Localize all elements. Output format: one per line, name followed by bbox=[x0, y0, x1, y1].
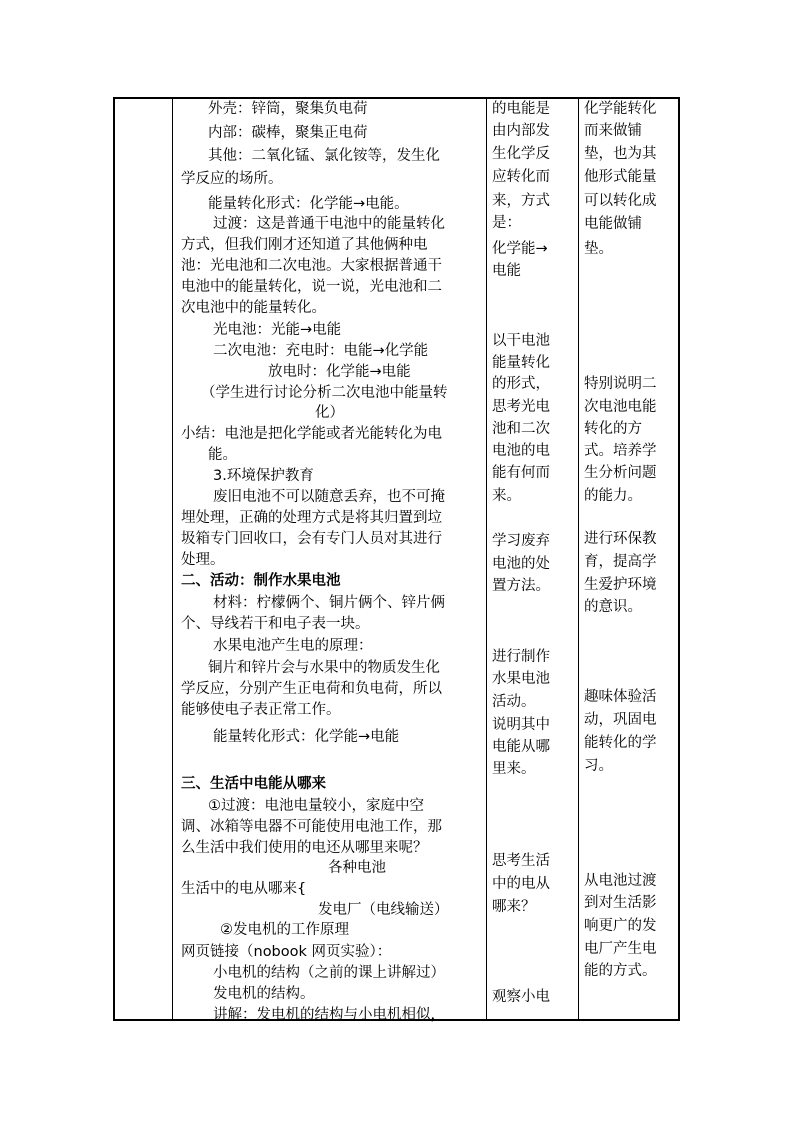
main-line: 水果电池产生电的原理： bbox=[213, 638, 373, 654]
column-divider-2 bbox=[486, 99, 487, 1019]
column-divider-1 bbox=[172, 99, 173, 1019]
main-line: 过渡：这是普通干电池中的能量转化 bbox=[213, 216, 445, 232]
main-line: 外壳：锌筒，聚集负电荷 bbox=[208, 101, 368, 117]
intent-line: 生爱护环境 bbox=[584, 577, 657, 593]
main-line: ②发电机的工作原理 bbox=[220, 922, 349, 938]
student-line: 生化学反 bbox=[492, 146, 550, 162]
main-line: 发电厂（电线输送） bbox=[318, 902, 449, 918]
lesson-table bbox=[113, 97, 680, 1021]
intent-line: 垫，也为其 bbox=[584, 146, 657, 162]
student-line: 以干电池 bbox=[492, 333, 550, 349]
intent-line: 从电池过渡 bbox=[584, 873, 657, 889]
main-line: 小电机的结构（之前的课上讲解过） bbox=[213, 965, 445, 981]
main-line: 么生活中我们使用的电还从哪里来呢？ bbox=[181, 840, 428, 856]
main-line: 能够使电子表正常工作。 bbox=[181, 702, 341, 718]
student-line: 活动。 bbox=[492, 694, 536, 710]
main-line: 3.环境保护教育 bbox=[213, 468, 314, 484]
student-line: 观察小电 bbox=[492, 989, 550, 1005]
main-line: 调、冰箱等电器不可能使用电池工作，那 bbox=[181, 819, 442, 835]
student-line: 进行制作 bbox=[492, 649, 550, 665]
intent-line: 的意识。 bbox=[584, 599, 642, 615]
main-line: 埋处理，正确的处理方式是将其归置到垃 bbox=[181, 510, 442, 526]
student-line: 池和二次 bbox=[492, 421, 550, 437]
main-line: 学反应的场所。 bbox=[181, 171, 283, 187]
intent-line: 的能力。 bbox=[584, 488, 642, 504]
main-line: 二、活动：制作水果电池 bbox=[181, 573, 341, 589]
intent-line: 可以转化成 bbox=[584, 193, 657, 209]
student-line: 置方法。 bbox=[492, 578, 550, 594]
intent-line: 转化的方 bbox=[584, 421, 642, 437]
main-line: 能。 bbox=[208, 447, 237, 463]
intent-line: 电能做铺 bbox=[584, 216, 642, 232]
main-line: 能量转化形式：化学能→电能 bbox=[213, 729, 400, 745]
student-line: 水果电池 bbox=[492, 671, 550, 687]
student-line: 电池的电 bbox=[492, 443, 550, 459]
main-line: 放电时：化学能→电能 bbox=[268, 364, 411, 380]
main-line: 光电池：光能→电能 bbox=[213, 322, 342, 338]
main-line: 材料：柠檬俩个、铜片俩个、锌片俩 bbox=[213, 595, 445, 611]
main-line: 废旧电池不可以随意丢弃，也不可掩 bbox=[213, 489, 445, 505]
student-line: 电能 bbox=[492, 263, 521, 279]
intent-line: 能的方式。 bbox=[584, 963, 657, 979]
intent-line: 而来做铺 bbox=[584, 123, 642, 139]
student-line: 能有何而 bbox=[492, 465, 550, 481]
intent-line: 响更广的发 bbox=[584, 918, 657, 934]
intent-line: 垫。 bbox=[584, 241, 613, 257]
main-line: 处理。 bbox=[181, 552, 225, 568]
student-line: 哪来？ bbox=[492, 899, 536, 915]
student-line: 能量转化 bbox=[492, 355, 550, 371]
main-line: 三、生活中电能从哪来 bbox=[181, 776, 326, 792]
student-line: 电能从哪 bbox=[492, 739, 550, 755]
intent-line: 趣味体验活 bbox=[584, 689, 657, 705]
main-line: 其他：二氧化锰、氯化铵等，发生化 bbox=[208, 148, 440, 164]
intent-line: 化学能转化 bbox=[584, 101, 657, 117]
main-line: 二次电池：充电时：电能→化学能 bbox=[213, 343, 429, 359]
intent-line: 式。培养学 bbox=[584, 443, 657, 459]
student-line: 由内部发 bbox=[492, 123, 550, 139]
main-line: （学生进行讨论分析二次电池中能量转 bbox=[201, 385, 448, 401]
student-line: 思考光电 bbox=[492, 399, 550, 415]
main-line: 网页链接（nobook 网页实验）： bbox=[181, 944, 392, 960]
main-line: 池：光电池和二次电池。大家根据普通干 bbox=[181, 258, 442, 274]
intent-line: 次电池电能 bbox=[584, 399, 657, 415]
main-line: 个、导线若干和电子表一块。 bbox=[181, 616, 370, 632]
main-line: 圾箱专门回收口，会有专门人员对其进行 bbox=[181, 531, 442, 547]
main-line: 方式，但我们刚才还知道了其他俩种电 bbox=[181, 237, 428, 253]
intent-line: 电厂产生电 bbox=[584, 941, 657, 957]
student-line: 应转化而 bbox=[492, 169, 550, 185]
main-line: 电池中的能量转化，说一说，光电池和二 bbox=[181, 279, 442, 295]
student-line: 化学能→ bbox=[492, 241, 548, 257]
main-line: 讲解：发电机的结构与小电机相似， bbox=[213, 1007, 445, 1023]
main-line: 学反应，分别产生正电荷和负电荷，所以 bbox=[181, 681, 442, 697]
intent-line: 进行环保教 bbox=[584, 531, 657, 547]
intent-line: 能转化的学 bbox=[584, 735, 657, 751]
main-line: 生活中的电从哪来{ bbox=[181, 881, 307, 897]
column-divider-3 bbox=[578, 99, 579, 1019]
intent-line: 动，巩固电 bbox=[584, 712, 657, 728]
intent-line: 到对生活影 bbox=[584, 895, 657, 911]
main-line: 能量转化形式：化学能→电能。 bbox=[208, 196, 409, 212]
intent-line: 特别说明二 bbox=[584, 376, 657, 392]
main-line: 内部：碳棒，聚集正电荷 bbox=[208, 125, 368, 141]
main-line: 各种电池 bbox=[328, 860, 386, 876]
main-line: ①过渡：电池电量较小，家庭中空 bbox=[208, 798, 424, 814]
student-line: 里来。 bbox=[492, 761, 536, 777]
student-line: 的电能是 bbox=[492, 101, 550, 117]
student-line: 的形式， bbox=[492, 376, 550, 392]
intent-line: 习。 bbox=[584, 758, 613, 774]
intent-line: 育，提高学 bbox=[584, 554, 657, 570]
student-line: 电池的处 bbox=[492, 556, 550, 572]
student-line: 思考生活 bbox=[492, 853, 550, 869]
main-line: 发电机的结构。 bbox=[213, 986, 315, 1002]
student-line: 是： bbox=[492, 215, 521, 231]
student-line: 说明其中 bbox=[492, 717, 550, 733]
main-line: 铜片和锌片会与水果中的物质发生化 bbox=[208, 660, 440, 676]
main-line: 小结：电池是把化学能或者光能转化为电 bbox=[181, 426, 442, 442]
student-line: 来。 bbox=[492, 488, 521, 504]
intent-line: 生分析问题 bbox=[584, 465, 657, 481]
intent-line: 他形式能量 bbox=[584, 169, 657, 185]
student-line: 中的电从 bbox=[492, 876, 550, 892]
student-line: 来，方式 bbox=[492, 193, 550, 209]
main-line: 次电池中的能量转化。 bbox=[181, 300, 326, 316]
main-line: 化） bbox=[315, 405, 344, 421]
student-line: 学习废弃 bbox=[492, 533, 550, 549]
